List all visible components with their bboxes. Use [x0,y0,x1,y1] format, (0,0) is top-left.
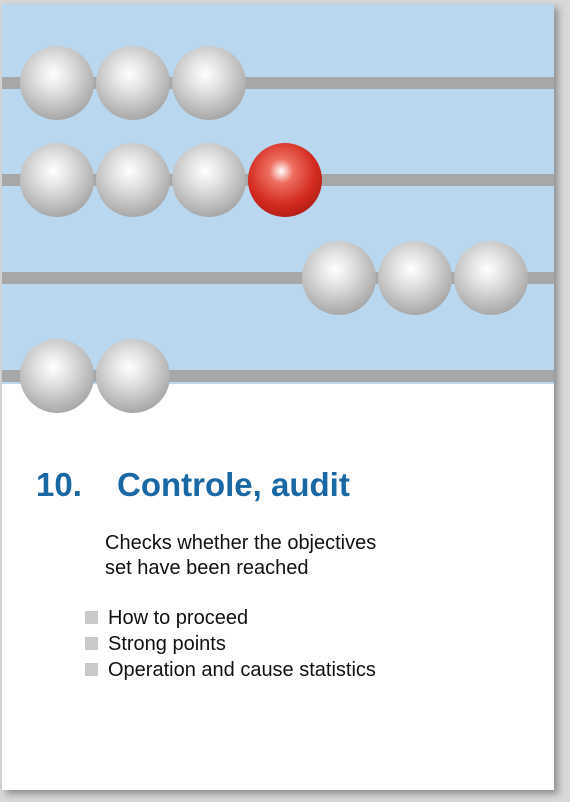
abacus-bead [20,339,94,413]
abacus-bead [96,143,170,217]
section-description [105,531,435,581]
abacus-illustration [2,4,554,384]
bullet-item [85,631,376,657]
bullet-item [85,605,376,631]
description-line-2: set have been reached [105,557,309,579]
bullet-square-icon [85,611,98,624]
abacus-bead [20,46,94,120]
abacus-bead [454,241,528,315]
page [2,4,554,790]
abacus-bead [302,241,376,315]
bullet-square-icon [85,637,98,650]
abacus-bead [378,241,452,315]
bullet-text: How to proceed [108,606,249,629]
abacus-bead [96,339,170,413]
abacus-bead [172,46,246,120]
abacus-bead [20,143,94,217]
bullet-text: Strong points [108,632,226,655]
section-title: Controle, audit [117,466,350,503]
abacus-bead-red [248,143,322,217]
bullet-item [85,657,376,683]
section-number: 10. [36,466,82,503]
abacus-graphic [2,4,554,424]
abacus-bead [96,46,170,120]
bullet-text: Operation and cause statistics [108,658,376,681]
section-heading [36,466,350,504]
abacus-bead [172,143,246,217]
bullet-square-icon [85,663,98,676]
description-line-1: Checks whether the objectives [105,532,377,554]
bullet-list [85,605,376,683]
